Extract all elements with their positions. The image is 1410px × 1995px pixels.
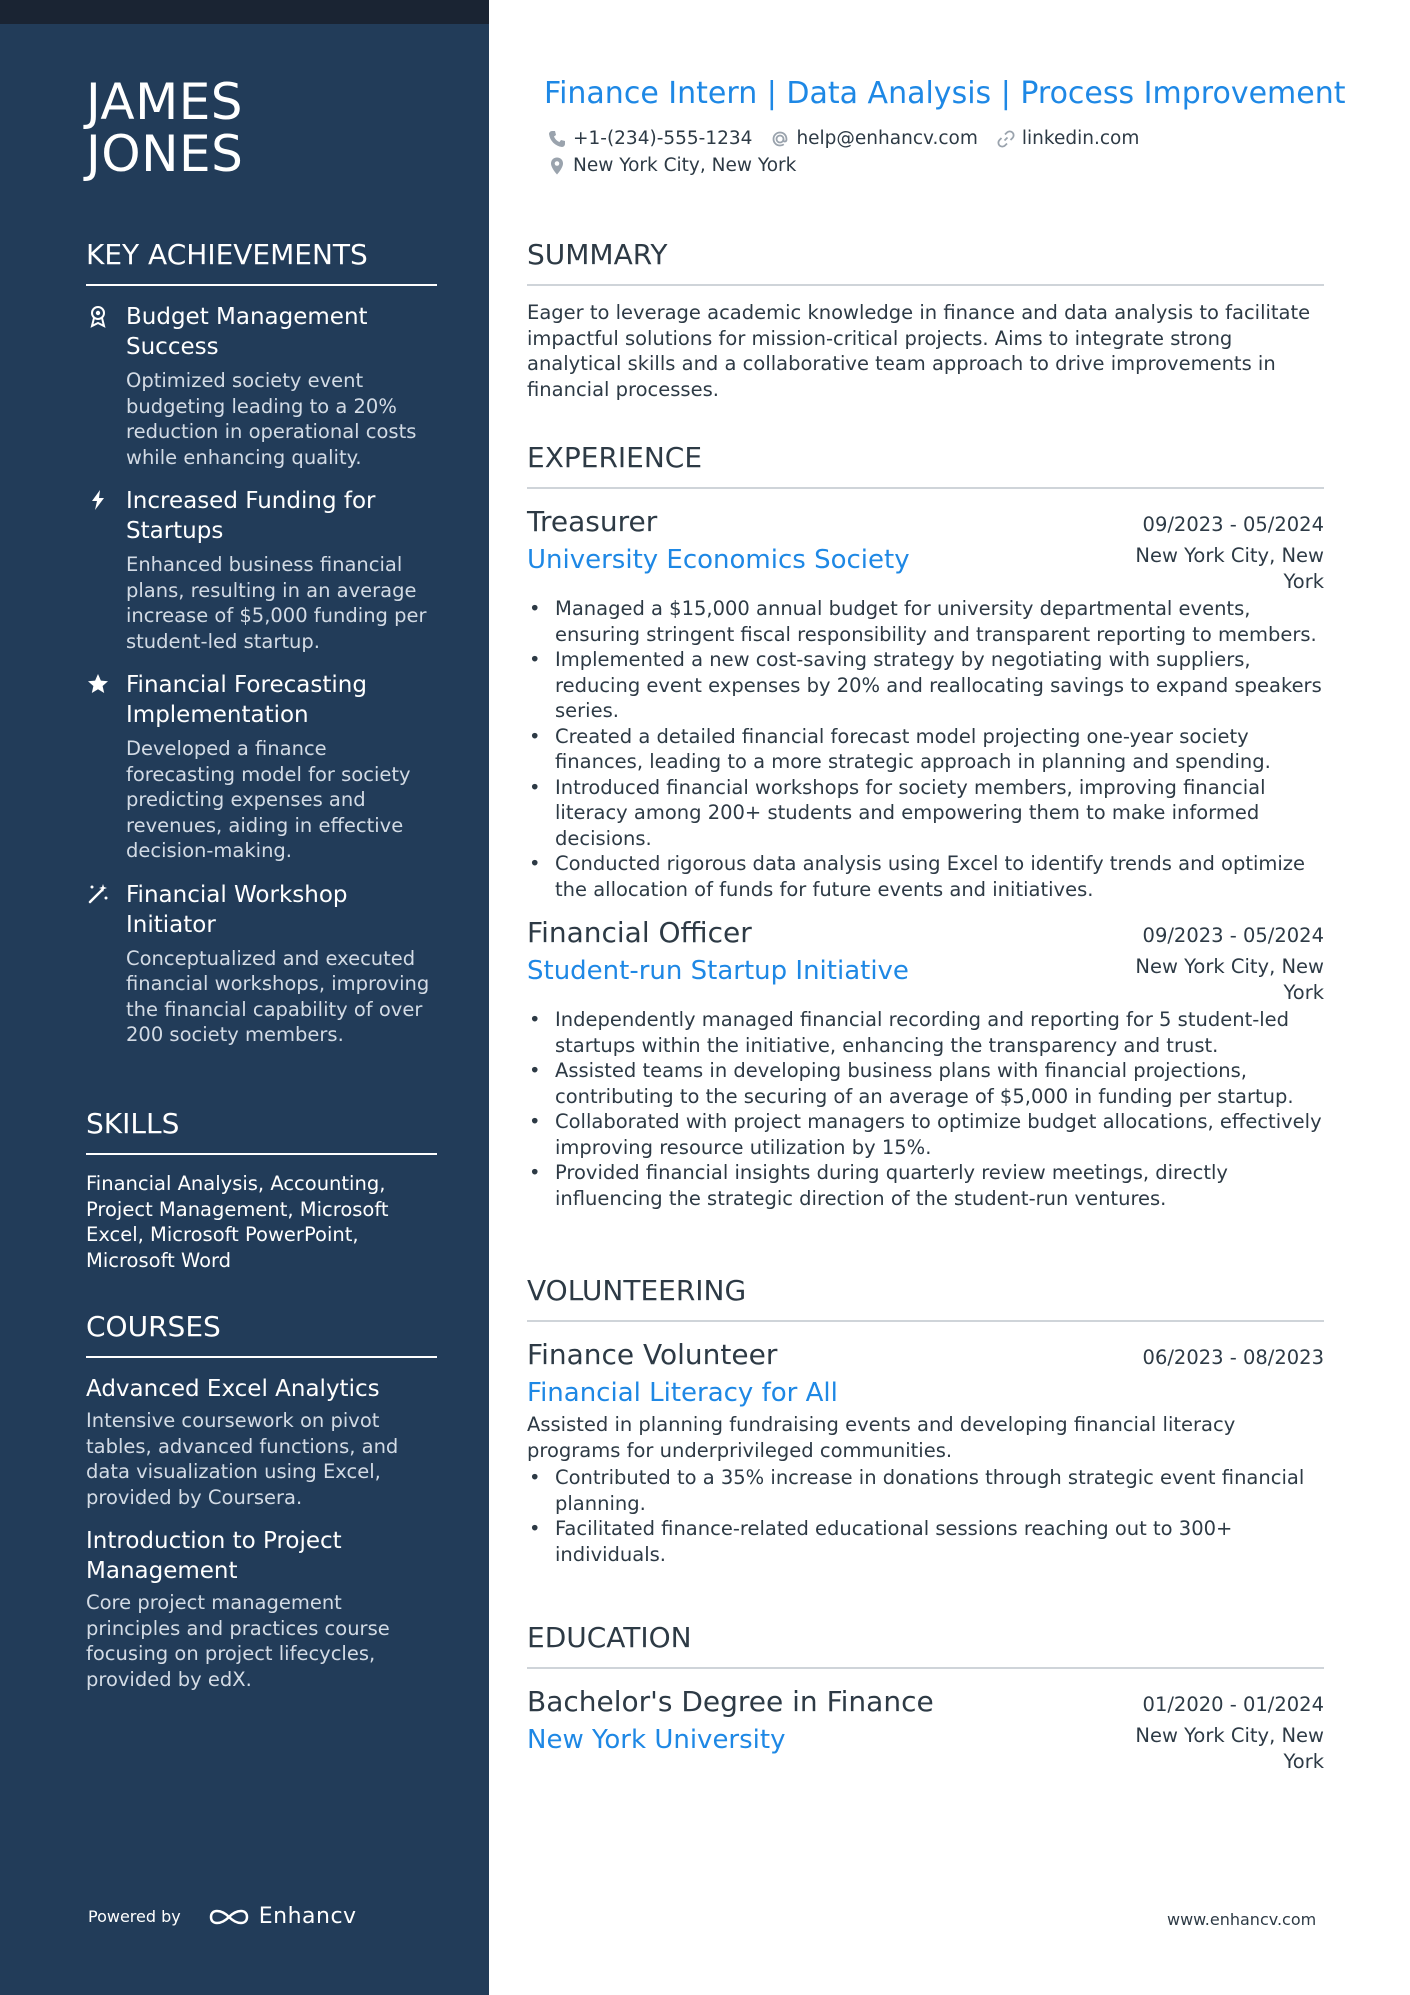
bullet-item: • Conducted rigorous data analysis using Excel to identify trends and optimize the allocation of funds for future events and initiatives. — [527, 851, 1324, 902]
footer-url[interactable]: www.enhancv.com — [1167, 1910, 1317, 1929]
summary-section — [527, 238, 1324, 402]
organization-name: Financial Literacy for All — [527, 1378, 838, 1408]
summary-heading: SUMMARY — [527, 238, 1324, 286]
education-dates: 01/2020 - 01/2024 — [1142, 1693, 1324, 1716]
contact-row-location — [547, 155, 814, 176]
skills-section — [86, 1107, 437, 1273]
location-pin-icon — [547, 156, 567, 176]
achievement-item — [86, 670, 437, 864]
job-location: New York City, New York — [1135, 544, 1324, 593]
job-title: Treasurer — [527, 505, 658, 538]
school-name: New York University — [527, 1725, 786, 1755]
last-name: JONES — [86, 125, 244, 183]
volunteering-section — [527, 1274, 1324, 1567]
bullet-item: • Managed a $15,000 annual budget for university departmental events, ensuring stringent fiscal responsibility and transparent reporting to members. — [527, 596, 1324, 647]
course-desc: Intensive coursework on pivot tables, advanced functions, and data visualization using Excel, provided by Coursera. — [86, 1409, 399, 1509]
bullet-item: • Assisted teams in developing business plans with financial projections, contributing to the securing of an average of $5,000 in funding per startup. — [527, 1058, 1324, 1109]
achievement-desc: Developed a finance forecasting model for society predicting expenses and revenues, aiding in effective decision-making. — [126, 737, 411, 862]
bullet-item: • Provided financial insights during quarterly review meetings, directly influencing the strategic direction of the student-run ventures. — [527, 1160, 1324, 1211]
education-entry — [527, 1685, 1324, 1774]
bullet-item: • Contributed to a 35% increase in donations through strategic event financial planning. — [527, 1465, 1324, 1516]
course-title: Advanced Excel Analytics — [86, 1376, 380, 1402]
achievement-desc: Enhanced business financial plans, resulting in an average increase of $5,000 funding per student-led startup. — [126, 553, 427, 653]
volunteer-description: Assisted in planning fundraising events and developing financial literacy programs for underprivileged communities. — [527, 1413, 1236, 1462]
award-icon — [86, 304, 110, 328]
bullet-item: • Collaborated with project managers to optimize budget allocations, effectively improving resource utilization by 15%. — [527, 1109, 1324, 1160]
magic-wand-icon — [86, 882, 110, 906]
volunteer-role: Finance Volunteer — [527, 1338, 778, 1371]
skills-list: Financial Analysis, Accounting, Project Management, Microsoft Excel, Microsoft PowerPoint, Microsoft Word — [86, 1172, 389, 1272]
bullet-item: • Introduced financial workshops for society members, improving financial literacy among 200+ students and empowering them to make informed decisions. — [527, 775, 1324, 852]
volunteering-heading: VOLUNTEERING — [527, 1274, 1324, 1322]
powered-by-label: Powered by — [88, 1907, 181, 1926]
contact-row — [547, 128, 1157, 149]
job-dates: 09/2023 - 05/2024 — [1142, 513, 1324, 536]
experience-entry — [527, 916, 1324, 1211]
first-name: JAMES — [86, 73, 244, 131]
organization-name: Student-run Startup Initiative — [527, 956, 909, 986]
volunteering-entry — [527, 1338, 1324, 1567]
course-title: Introduction to Project Management — [86, 1528, 342, 1584]
courses-section — [86, 1310, 437, 1692]
contact-phone[interactable] — [547, 128, 752, 149]
achievement-desc: Optimized society event budgeting leading to a 20% reduction in operational costs while enhancing quality. — [126, 369, 417, 469]
at-sign-icon — [770, 129, 790, 149]
experience-heading: EXPERIENCE — [527, 441, 1324, 489]
phone-icon — [547, 129, 567, 149]
achievement-item — [86, 880, 437, 1048]
bullet-item: • Created a detailed financial forecast model projecting one-year society finances, leading to a more strategic approach in planning and spending. — [527, 724, 1324, 775]
powered-by — [88, 1904, 357, 1929]
achievement-title: Budget Management Success — [126, 304, 368, 360]
enhancv-brand-name: Enhancv — [258, 1904, 357, 1929]
experience-entry — [527, 505, 1324, 902]
job-title: Financial Officer — [527, 916, 752, 949]
bullet-list — [527, 1465, 1324, 1567]
candidate-name — [86, 73, 244, 183]
experience-section — [527, 441, 1324, 1211]
phone-text: +1-(234)-555-1234 — [573, 128, 753, 149]
volunteer-dates: 06/2023 - 08/2023 — [1142, 1346, 1324, 1369]
achievement-desc: Conceptualized and executed financial workshops, improving the financial capability of over 200 society members. — [126, 946, 430, 1046]
job-location: New York City, New York — [1135, 955, 1324, 1004]
location-text: New York City, New York — [573, 155, 797, 176]
link-icon — [996, 129, 1016, 149]
contact-email[interactable] — [770, 128, 977, 149]
bullet-item: • Implemented a new cost-saving strategy by negotiating with suppliers, reducing event expenses by 20% and reallocating savings to expand speakers series. — [527, 647, 1324, 724]
education-section — [527, 1621, 1324, 1774]
sidebar-top-bar — [0, 0, 489, 24]
course-desc: Core project management principles and practices course focusing on project lifecycles, provided by edX. — [86, 1591, 390, 1691]
contact-location — [547, 155, 796, 176]
course-item — [86, 1374, 437, 1510]
education-location: New York City, New York — [1135, 1724, 1324, 1773]
bullet-list — [527, 1007, 1324, 1211]
skills-heading: SKILLS — [86, 1107, 437, 1155]
achievement-title: Financial Forecasting Implementation — [126, 672, 367, 728]
bullet-item: • Facilitated finance-related educational sessions reaching out to 300+ individuals. — [527, 1516, 1324, 1567]
courses-heading: COURSES — [86, 1310, 437, 1358]
organization-name: University Economics Society — [527, 545, 910, 575]
achievement-title: Increased Funding for Startups — [126, 488, 376, 544]
achievement-item — [86, 302, 437, 470]
headline: Finance Intern | Data Analysis | Process Improvement — [544, 76, 1346, 111]
achievement-item — [86, 486, 437, 654]
lightning-icon — [86, 488, 110, 512]
bullet-item: • Independently managed financial recording and reporting for 5 student-led startups within the initiative, enhancing the transparency and trust. — [527, 1007, 1324, 1058]
key-achievements-heading: KEY ACHIEVEMENTS — [86, 238, 437, 286]
bullet-list — [527, 596, 1324, 902]
education-heading: EDUCATION — [527, 1621, 1324, 1669]
degree-title: Bachelor's Degree in Finance — [527, 1685, 934, 1718]
summary-text: Eager to leverage academic knowledge in finance and data analysis to facilitate impactful solutions for mission-critical projects. Aims to integrate strong analytical skills and a collaborative team approach to drive improvements in financial processes. — [527, 301, 1311, 401]
contact-linkedin[interactable] — [996, 128, 1139, 149]
job-dates: 09/2023 - 05/2024 — [1142, 924, 1324, 947]
enhancv-logo-icon — [207, 1905, 251, 1929]
linkedin-text: linkedin.com — [1021, 128, 1140, 149]
key-achievements-section — [86, 238, 437, 1048]
email-text: help@enhancv.com — [796, 128, 978, 149]
enhancv-logo[interactable] — [207, 1904, 357, 1929]
course-item — [86, 1526, 437, 1692]
achievement-title: Financial Workshop Initiator — [126, 881, 348, 938]
star-icon — [86, 672, 110, 696]
sidebar — [0, 0, 489, 1995]
